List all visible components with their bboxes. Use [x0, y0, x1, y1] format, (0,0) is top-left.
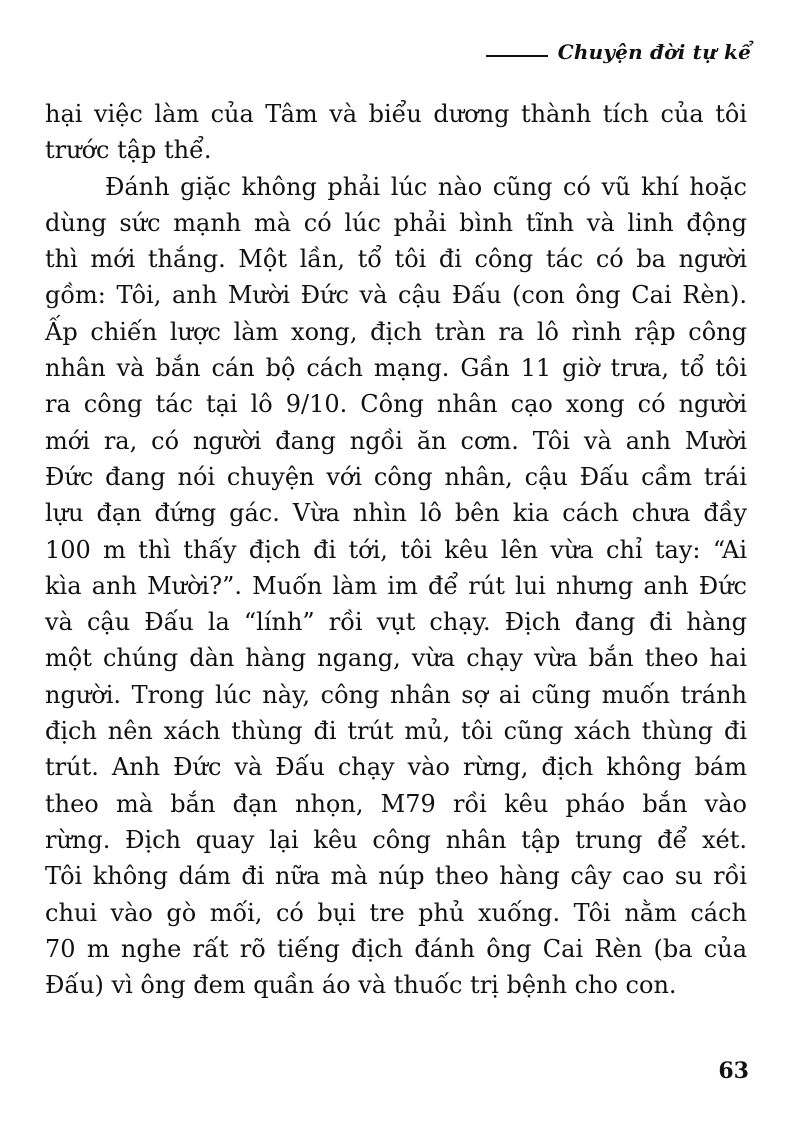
- text-line: 70 m nghe rất rõ tiếng địch đánh ông Cai Rèn (ba của: [45, 934, 747, 963]
- text-line: trút. Anh Đức và Đấu chạy vào rừng, địch không bám: [45, 753, 747, 782]
- body-text: [45, 96, 747, 1003]
- text-line: một chúng dàn hàng ngang, vừa chạy vừa bắn theo hai: [45, 644, 747, 673]
- text-line: Ấp chiến lược làm xong, địch tràn ra lô rình rập công: [45, 317, 747, 346]
- text-line: theo mà bắn đạn nhọn, M79 rồi kêu pháo bắn vào: [45, 789, 747, 818]
- header-rule: [486, 55, 548, 57]
- text-line: ra công tác tại lô 9/10. Công nhân cạo xong có người: [45, 390, 747, 419]
- text-line: dùng sức mạnh mà có lúc phải bình tĩnh và linh động: [45, 208, 747, 237]
- text-line: lựu đạn đứng gác. Vừa nhìn lô bên kia cách chưa đầy: [45, 499, 747, 528]
- text-line: thì mới thắng. Một lần, tổ tôi đi công tác có ba người: [45, 245, 747, 274]
- text-line: mới ra, có người đang ngồi ăn cơm. Tôi và anh Mười: [45, 426, 747, 455]
- text-line: gồm: Tôi, anh Mười Đức và cậu Đấu (con ông Cai Rèn).: [45, 281, 747, 310]
- text-line: và cậu Đấu la “lính” rồi vụt chạy. Địch đang đi hàng: [45, 608, 747, 637]
- text-line: 100 m thì thấy địch đi tới, tôi kêu lên vừa chỉ tay: “Ai: [45, 535, 747, 564]
- paragraph: [45, 96, 747, 169]
- text-line: Tôi không dám đi nữa mà núp theo hàng cây cao su rồi: [45, 862, 747, 891]
- text-line: rừng. Địch quay lại kêu công nhân tập trung để xét.: [45, 825, 747, 854]
- paragraph: [45, 169, 747, 1004]
- text-line: Đánh giặc không phải lúc nào cũng có vũ khí hoặc: [105, 172, 747, 201]
- text-line: trước tập thể.: [45, 136, 212, 165]
- text-line: Đấu) vì ông đem quần áo và thuốc trị bệnh cho con.: [45, 971, 677, 1000]
- text-line: người. Trong lúc này, công nhân sợ ai cũng muốn tránh: [45, 680, 747, 709]
- running-header-title: Chuyện đời tự kể: [557, 40, 751, 64]
- running-header: [486, 40, 751, 64]
- text-line: chui vào gò mối, có bụi tre phủ xuống. Tôi nằm cách: [45, 898, 747, 927]
- text-line: nhân và bắn cán bộ cách mạng. Gần 11 giờ trưa, tổ tôi: [45, 354, 747, 383]
- page-number: 63: [718, 1058, 749, 1084]
- text-line: kìa anh Mười?”. Muốn làm im để rút lui nhưng anh Đức: [45, 571, 747, 600]
- text-line: Đức đang nói chuyện với công nhân, cậu Đấu cầm trái: [45, 462, 747, 491]
- text-line: hại việc làm của Tâm và biểu dương thành tích của tôi: [45, 100, 747, 128]
- text-line: địch nên xách thùng đi trút mủ, tôi cũng xách thùng đi: [45, 717, 747, 746]
